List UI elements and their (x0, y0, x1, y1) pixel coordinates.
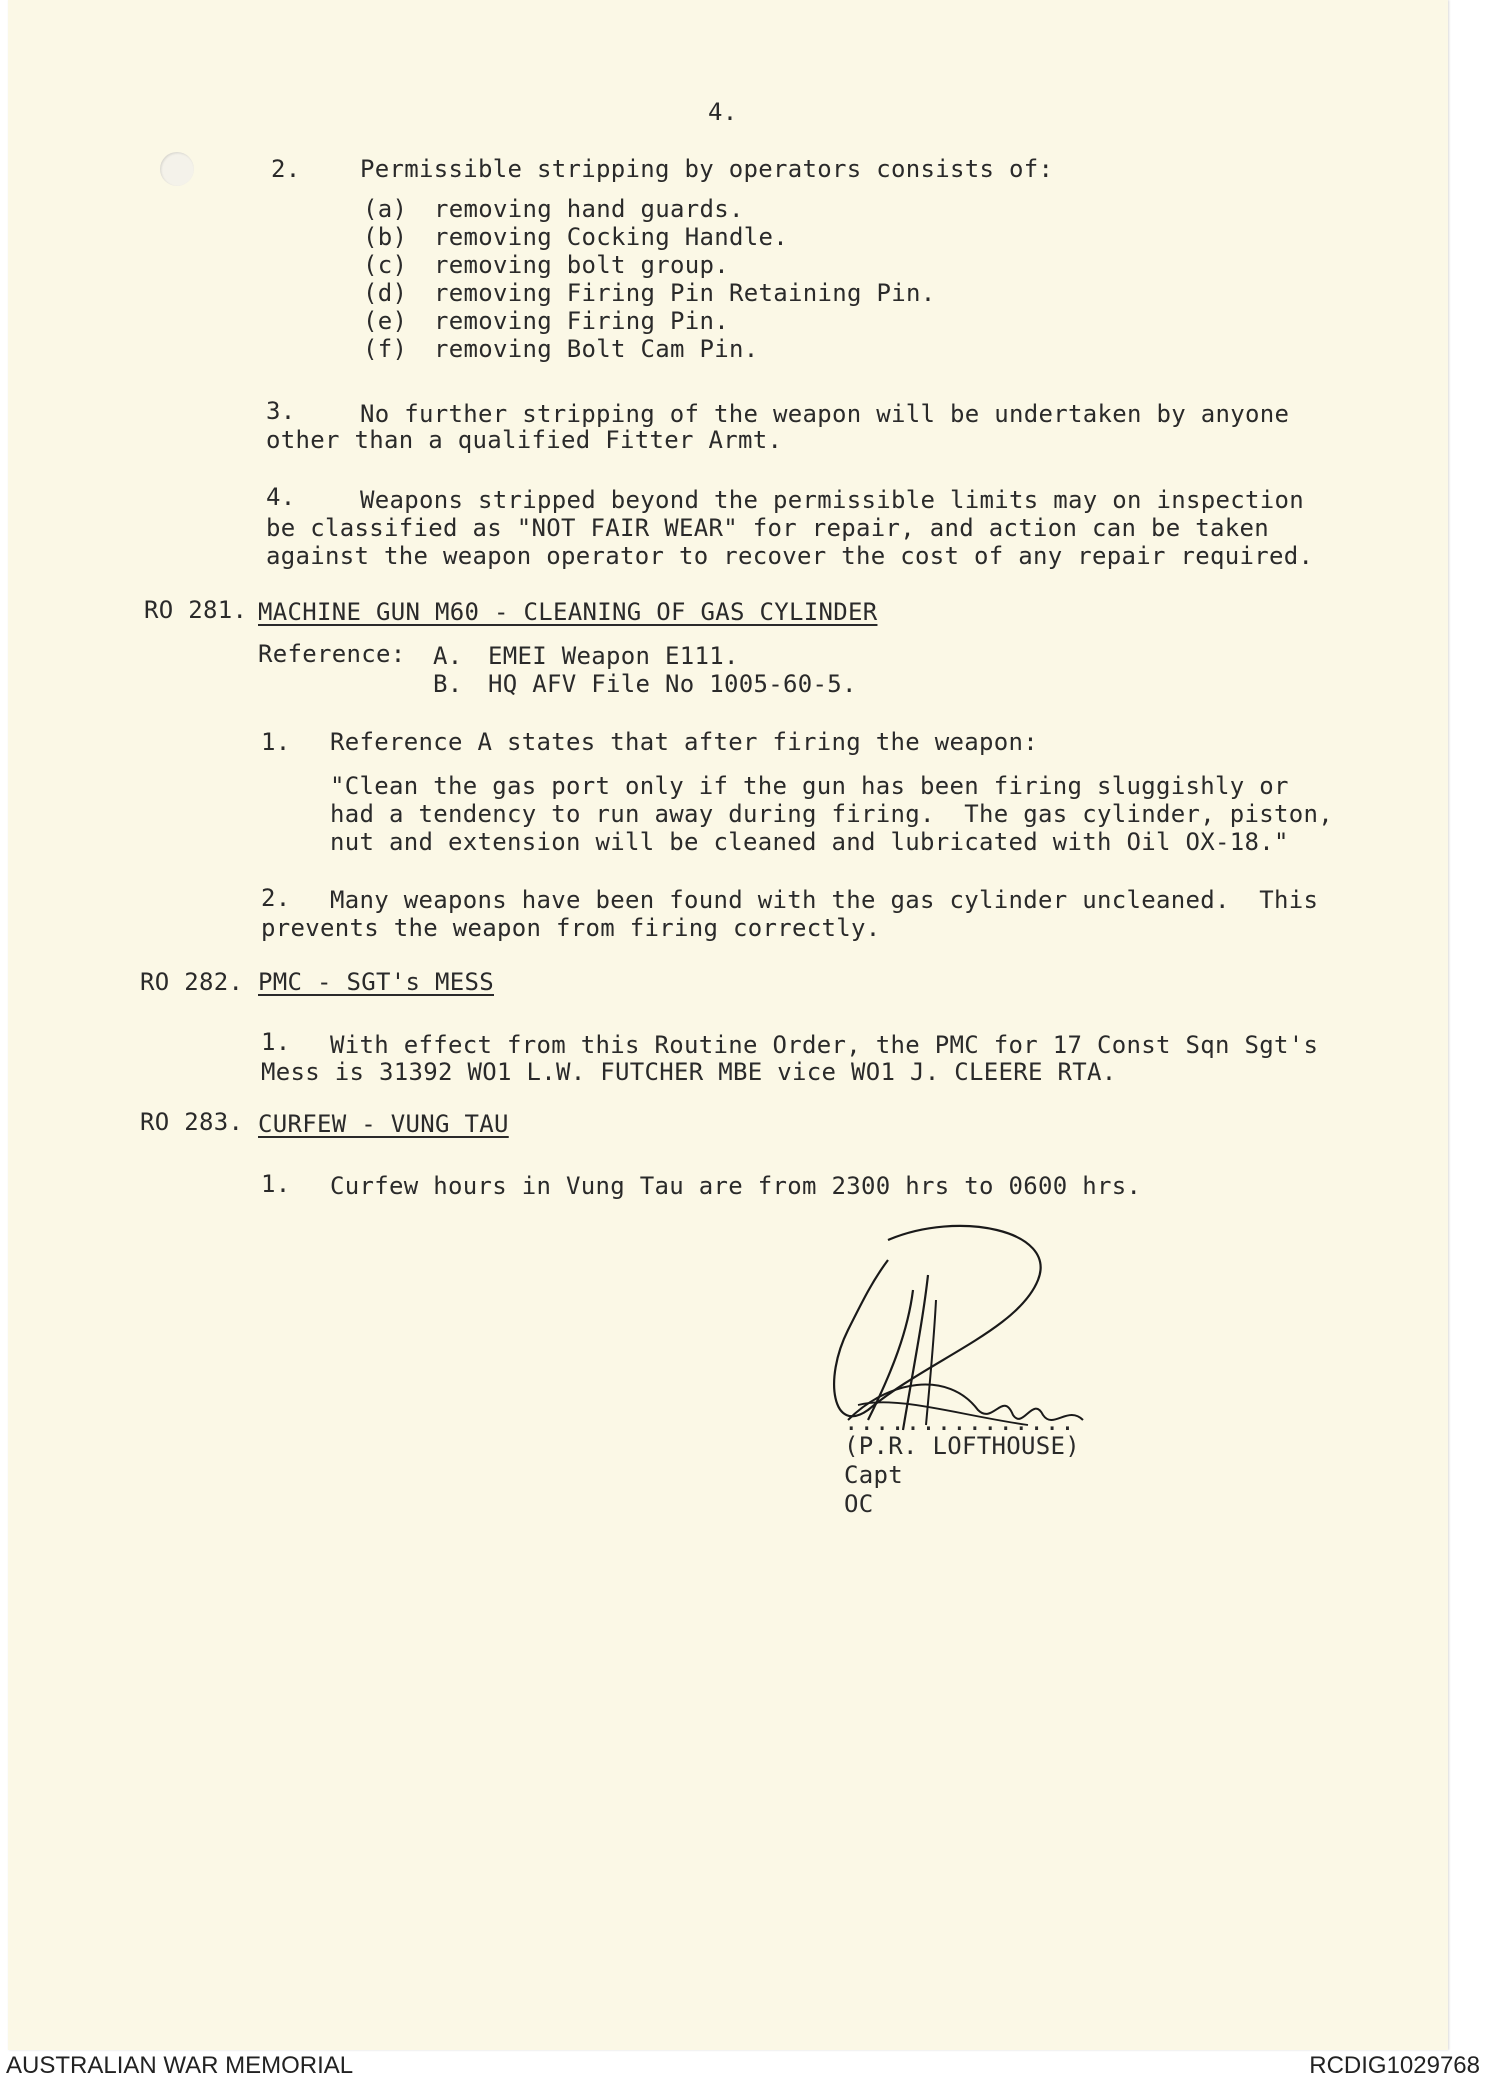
list-item: removing Cocking Handle. (434, 223, 788, 251)
page-number: 4. (708, 98, 738, 126)
ro283-p1-number: 1. (261, 1170, 291, 1198)
footer-identifier: RCDIG1029768 (1309, 2052, 1480, 2079)
signatory-appointment: OC (844, 1490, 874, 1518)
para2-number: 2. (271, 155, 301, 183)
ro281-title: MACHINE GUN M60 - CLEANING OF GAS CYLINDER (258, 598, 878, 626)
quote-line: had a tendency to run away during firing. The gas cylinder, piston, (330, 800, 1333, 828)
ro282-title: PMC - SGT's MESS (258, 968, 494, 996)
list-label: (c) (363, 251, 408, 279)
ro282-p1-line: Mess is 31392 WO1 L.W. FUTCHER MBE vice WO1 J. CLEERE RTA. (261, 1058, 1117, 1086)
list-item: removing Firing Pin. (434, 307, 729, 335)
ro281-p1-text: Reference A states that after firing the weapon: (330, 728, 1038, 756)
list-item: removing bolt group. (434, 251, 729, 279)
para4-line: be classified as "NOT FAIR WEAR" for repair, and action can be taken (266, 514, 1269, 542)
ro282-p1-number: 1. (261, 1028, 291, 1056)
list-label: (e) (363, 307, 408, 335)
list-label: (f) (363, 335, 408, 363)
list-label: (a) (363, 195, 408, 223)
para3-line: No further stripping of the weapon will be undertaken by anyone (360, 400, 1290, 428)
punch-hole (160, 152, 194, 186)
list-item: removing Firing Pin Retaining Pin. (434, 279, 936, 307)
ro283-title: CURFEW - VUNG TAU (258, 1110, 509, 1138)
quote-line: nut and extension will be cleaned and lubricated with Oil OX-18." (330, 828, 1289, 856)
para4-number: 4. (266, 483, 296, 511)
para3-line: other than a qualified Fitter Armt. (266, 426, 783, 454)
list-label: (d) (363, 279, 408, 307)
signature-dotted-line: ............... (844, 1408, 1076, 1436)
para4-line: against the weapon operator to recover the cost of any repair required. (266, 542, 1314, 570)
ro283-number: RO 283. (140, 1108, 244, 1136)
quote-line: "Clean the gas port only if the gun has been firing sluggishly or (330, 772, 1289, 800)
document-page (8, 0, 1448, 2050)
signatory-rank: Capt (844, 1461, 903, 1489)
ro281-p1-number: 1. (261, 728, 291, 756)
ro283-p1-text: Curfew hours in Vung Tau are from 2300 hrs to 0600 hrs. (330, 1172, 1142, 1200)
para2-intro: Permissible stripping by operators consists of: (360, 155, 1054, 183)
reference-text: HQ AFV File No 1005-60-5. (488, 670, 857, 698)
list-label: (b) (363, 223, 408, 251)
ro281-p2-line: Many weapons have been found with the gas cylinder uncleaned. This (330, 886, 1319, 914)
ro281-p2-line: prevents the weapon from firing correctly. (261, 914, 881, 942)
para3-number: 3. (266, 397, 296, 425)
signatory-name: (P.R. LOFTHOUSE) (844, 1432, 1080, 1460)
list-item: removing hand guards. (434, 195, 744, 223)
reference-label: Reference: (258, 640, 406, 668)
para4-line: Weapons stripped beyond the permissible limits may on inspection (360, 486, 1304, 514)
reference-letter: A. (433, 642, 463, 670)
ro282-p1-line: With effect from this Routine Order, the PMC for 17 Const Sqn Sgt's (330, 1031, 1319, 1059)
reference-text: EMEI Weapon E111. (488, 642, 739, 670)
ro281-p2-number: 2. (261, 884, 291, 912)
footer-credit: AUSTRALIAN WAR MEMORIAL (6, 2052, 354, 2079)
ro281-number: RO 281. (144, 596, 248, 624)
reference-letter: B. (433, 670, 463, 698)
list-item: removing Bolt Cam Pin. (434, 335, 759, 363)
ro282-number: RO 282. (140, 968, 244, 996)
